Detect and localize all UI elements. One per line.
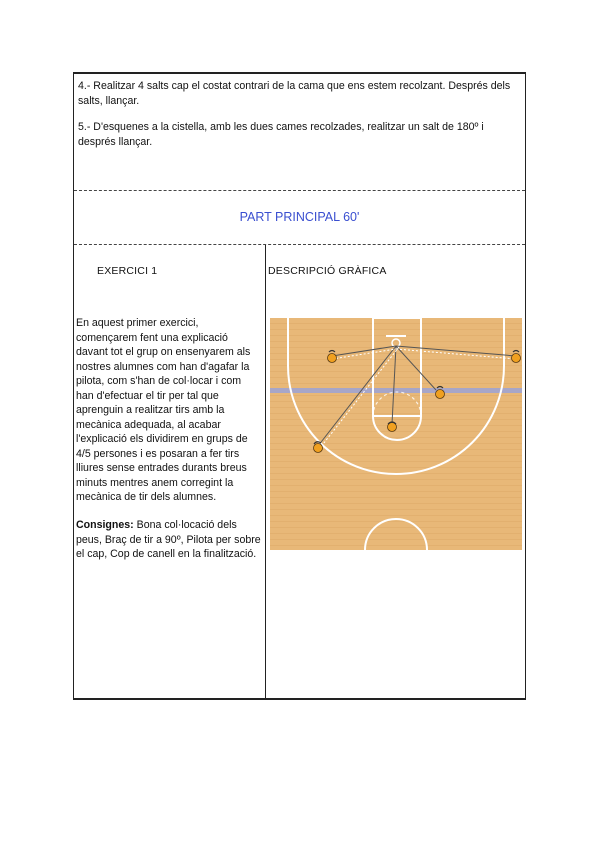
column-divider (265, 245, 266, 698)
exercise-description: En aquest primer exercici, començarem fent una explicació davant tot el grup on ensenyarem als nostres alumnes com han d'agafar la pilota, com s'han de col·locar i com han d'efectuar el tir per tal que aprenguin a realitzar tirs amb la mecànica adequada, al acabar l'explicació els dividirem en grups de 4/5 persones i es posaran a fer tirs lliures sense entrades durants breus minuts mentres anem corregint la mecànica de tir dels alumnes. (76, 317, 251, 503)
dashed-divider (74, 244, 525, 245)
instructions-label: Consignes: (76, 519, 134, 531)
previous-exercises-cell (74, 74, 525, 192)
player-icon (388, 422, 397, 432)
dashed-divider (74, 190, 525, 191)
exercise-item-5: 5.- D'esquenes a la cistella, amb les dues cames recolzades, realitzar un salt de 180º i després llançar. (78, 121, 484, 148)
session-table (73, 72, 526, 700)
graphic-description-title: DESCRIPCIÓ GRÀFICA (268, 265, 387, 277)
exercise-title: EXERCICI 1 (97, 265, 158, 277)
instructions-paragraph (76, 518, 261, 562)
instructions-text: Bona col·locació dels peus, Braç de tir a 90º, Pilota per sobre el cap, Cop de canell en la finalització. (76, 519, 261, 560)
exercise-item-4: 4.- Realitzar 4 salts cap el costat contrari de la cama que ens estem recolzant. Després dels salts, llançar. (78, 80, 511, 107)
basketball-court-diagram (270, 318, 522, 550)
part-title: PART PRINCIPAL 60' (239, 210, 360, 224)
